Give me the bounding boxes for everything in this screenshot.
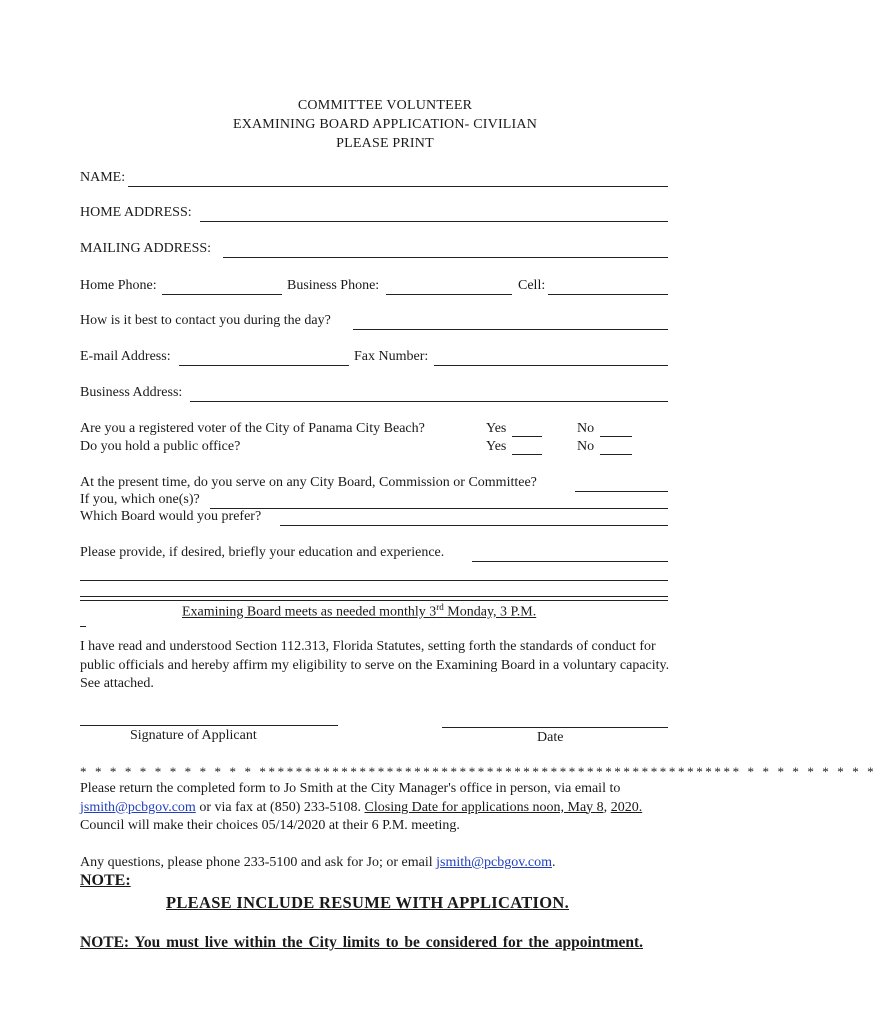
public-office-question: Do you hold a public office? [80,439,241,454]
business-address-field[interactable] [190,401,668,402]
contact-day-label: How is it best to contact you during the day? [80,313,331,328]
voter-question: Are you a registered voter of the City of Panama City Beach? [80,421,425,436]
education-field-line-3[interactable] [80,596,668,597]
email-link[interactable]: jsmith@pcbgov.com [80,799,196,815]
form-title-line-2: EXAMINING BOARD APPLICATION- CIVILIAN [232,117,538,132]
closing-date: Closing Date for applications noon, May 8, [364,799,608,815]
return-text: Please return the completed form to Jo Smith at the City Manager's office in person, via email to [80,781,621,796]
education-label: Please provide, if desired, briefly your education and experience. [80,545,445,560]
fax-label: Fax Number: [354,349,429,364]
voter-no-label: No [577,421,595,436]
email-field[interactable] [179,365,349,366]
office-yes-field[interactable] [512,454,542,455]
serve-field[interactable] [575,491,668,492]
serve-question: At the present time, do you serve on any City Board, Commission or Committee? [80,475,537,490]
prefer-field[interactable] [280,525,668,526]
mailing-address-field[interactable] [223,257,668,258]
questions-end: . [551,855,556,870]
office-no-label: No [577,439,595,454]
closing-year: 2020. [610,799,643,815]
name-label: NAME: [80,170,126,185]
business-phone-field[interactable] [386,294,512,295]
prefer-label: Which Board would you prefer? [80,509,262,524]
residency-notice: NOTE: You must live within the City limits to be considered for the appointment. [80,934,644,951]
meeting-prefix: Examining Board meets as needed monthly 3 [182,604,437,620]
note-heading: NOTE: [80,872,131,889]
office-yes-label: Yes [486,439,507,454]
home-address-field[interactable] [200,221,668,222]
date-field[interactable] [442,727,668,728]
meeting-schedule [182,602,536,621]
fax-field[interactable] [434,365,668,366]
home-address-label: HOME ADDRESS: [80,205,192,220]
which-ones-label: If you, which one(s)? [80,492,200,507]
questions-text: Any questions, please phone 233-5100 and ask for Jo; or email [80,855,437,870]
fax-text: or via fax at (850) 233-5108. [195,799,365,815]
voter-no-field[interactable] [600,436,632,437]
cell-field[interactable] [548,294,668,295]
resume-notice: PLEASE INCLUDE RESUME WITH APPLICATION. [166,893,570,912]
education-field-line-2[interactable] [80,580,668,581]
office-no-field[interactable] [600,454,632,455]
education-field-line-4 [80,600,668,601]
business-phone-label: Business Phone: [287,278,380,293]
cell-label: Cell: [518,278,546,293]
affirmation-text: I have read and understood Section 112.313, Florida Statutes, setting forth the standards of conduct for public officials and hereby affirm my eligibility to serve on the Examining Board in a voluntary capacity. See attached. [80,639,670,691]
signature-field[interactable] [80,725,338,726]
affirmation-mark [80,626,86,627]
which-ones-field[interactable] [210,508,668,509]
business-address-label: Business Address: [80,385,183,400]
contact-day-field[interactable] [353,329,668,330]
email-label: E-mail Address: [80,349,171,364]
signature-label: Signature of Applicant [130,728,257,743]
voter-yes-label: Yes [486,421,507,436]
name-field[interactable] [128,186,668,187]
date-label: Date [537,730,564,745]
home-phone-label: Home Phone: [80,278,157,293]
voter-yes-field[interactable] [512,436,542,437]
return-instructions [80,780,674,836]
star-divider: * * * * * * * * * * * * ***************************************************** * * * * * * * * * [80,764,876,779]
council-text: Council will make their choices 05/14/2020 at their 6 P.M. meeting. [80,818,460,833]
meeting-sup: rd [436,602,444,612]
form-title-line-1: COMMITTEE VOLUNTEER [297,98,473,113]
home-phone-field[interactable] [162,294,282,295]
education-field[interactable] [472,561,668,562]
form-title-line-3: PLEASE PRINT [336,136,434,151]
questions-email-link[interactable]: jsmith@pcbgov.com [436,855,552,870]
meeting-suffix: Monday, 3 P.M. [443,604,537,620]
mailing-address-label: MAILING ADDRESS: [80,241,212,256]
questions-contact [80,855,555,871]
